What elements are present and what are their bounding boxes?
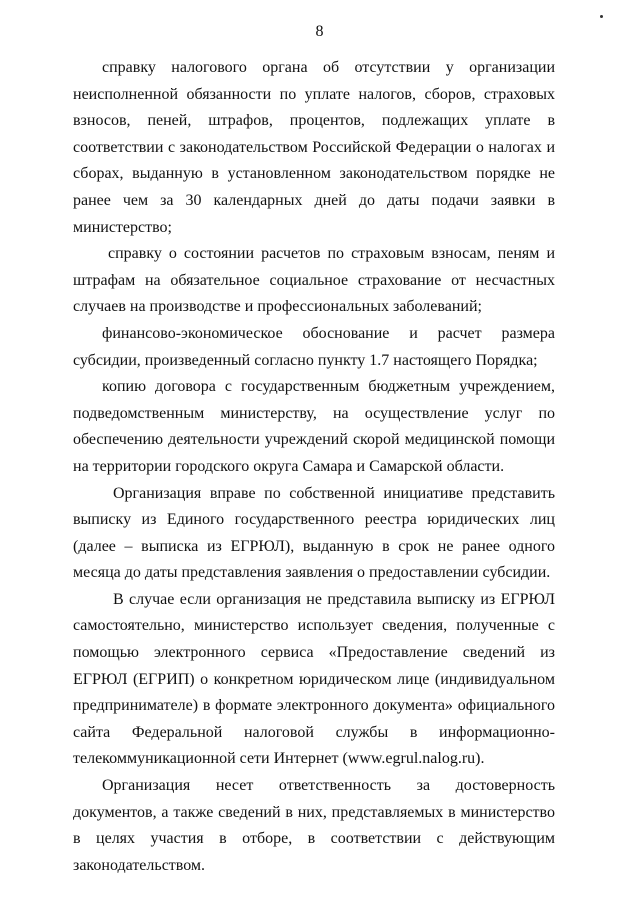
- paragraph-insurance-certificate: справку о состоянии расчетов по страховым взносам, пеням и штрафам на обязательное социальное страхование от несчастных случаев на производстве и профессиональных заболеваний;: [73, 245, 555, 316]
- document-body: [73, 55, 555, 879]
- paragraph-egrul-service: В случае если организация не представила выписку из ЕГРЮЛ самостоятельно, министерство использует сведения, полученные с помощью электронного сервиса «Предоставление сведений из ЕГРЮЛ (ЕГРИП) о конкретном юридическом лице (индивидуальном предпринимателе) в формате электронного документа» официального сайта Федеральной налоговой службы в информационно-телекоммуникационной сети Интернет (www.egrul.nalog.ru).: [73, 590, 555, 768]
- scan-dot: [600, 15, 603, 18]
- paragraph-financial-justification: финансово-экономическое обоснование и расчет размера субсидии, произведенный согласно пункту 1.7 настоящего Порядка;: [73, 324, 555, 369]
- paragraph-responsibility: Организация несет ответственность за достоверность документов, а также сведений в них, представляемых в министерство в целях участия в отборе, в соответствии с действующим законодательством.: [73, 777, 555, 874]
- paragraph-contract-copy: копию договора с государственным бюджетным учреждением, подведомственным министерству, на осуществление услуг по обеспечению деятельности учреждений скорой медицинской помощи на территории городского округа Самара и Самарской области.: [73, 378, 555, 475]
- page-number: 8: [315, 23, 324, 40]
- paragraph-tax-certificate: справку налогового органа об отсутствии у организации неисполненной обязанности по уплате налогов, сборов, страховых взносов, пеней, штрафов, процентов, подлежащих уплате в соответствии с законодательством Российской Федерации о налогах и сборах, выданную в установленном законодательством порядке не ранее чем за 30 календарных дней до даты подачи заявки в министерство;: [73, 59, 555, 236]
- paragraph-egrul-extract: Организация вправе по собственной инициативе представить выписку из Единого государственного реестра юридических лиц (далее – выписка из ЕГРЮЛ), выданную в срок не ранее одного месяца до даты представления заявления о предоставлении субсидии.: [73, 484, 555, 582]
